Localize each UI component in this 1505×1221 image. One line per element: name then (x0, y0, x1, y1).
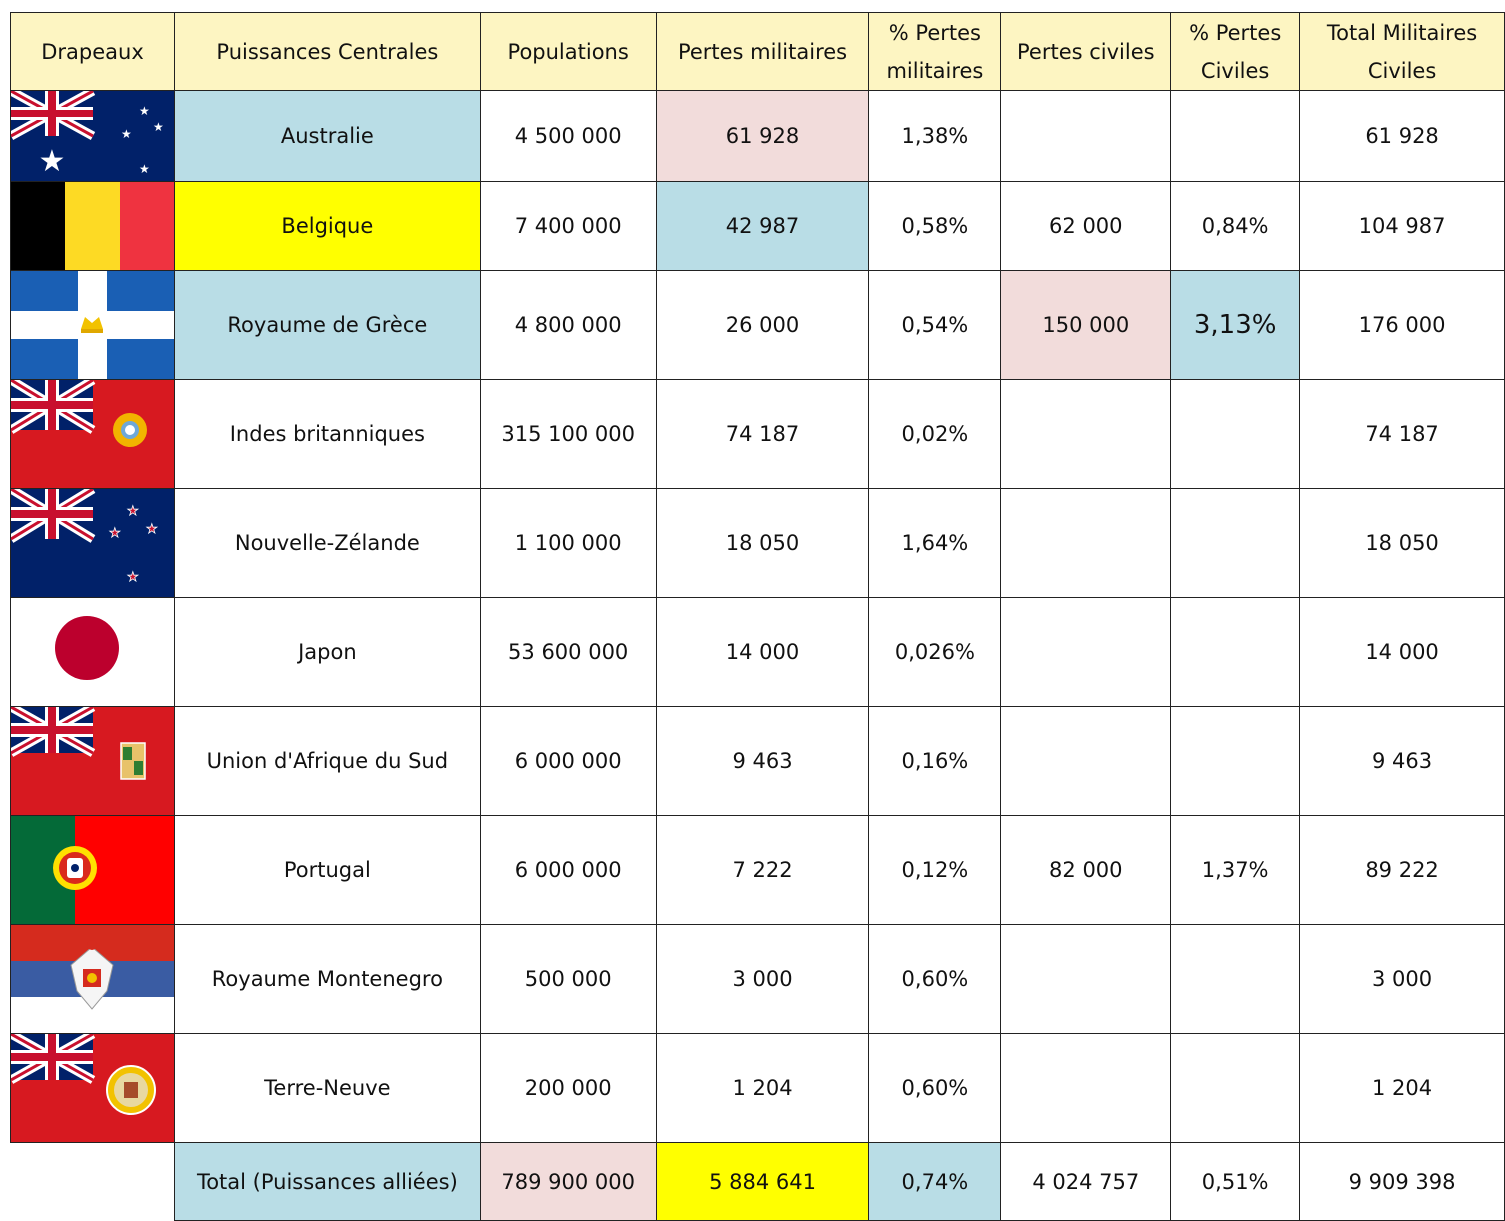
total-cell: 104 987 (1300, 182, 1505, 271)
flag-cell (11, 598, 175, 707)
pmil-cell: 0,16% (869, 707, 1001, 816)
svg-text:★: ★ (139, 162, 150, 176)
pmil-cell: 0,58% (869, 182, 1001, 271)
country-cell: Portugal (175, 816, 481, 925)
pciv-cell (1171, 707, 1300, 816)
mil-cell: 18 050 (656, 489, 869, 598)
mil-cell: 1 204 (656, 1034, 869, 1143)
mil-cell: 42 987 (656, 182, 869, 271)
svg-text:★: ★ (127, 504, 139, 519)
svg-text:★: ★ (153, 120, 164, 134)
pmil-cell: 0,02% (869, 380, 1001, 489)
pciv-cell (1171, 91, 1300, 182)
pmil-cell: 0,026% (869, 598, 1001, 707)
newfoundland-flag-icon (11, 1034, 174, 1142)
total-cell: 74 187 (1300, 380, 1505, 489)
header-pct-pertes-militaires: % Pertes militaires (869, 13, 1001, 91)
population-cell: 4 500 000 (480, 91, 656, 182)
civ-cell (1001, 598, 1171, 707)
svg-text:★: ★ (121, 127, 132, 141)
header-pct-pertes-civiles: % Pertes Civiles (1171, 13, 1300, 91)
total-cell: 9 463 (1300, 707, 1505, 816)
header-drapeaux: Drapeaux (11, 13, 175, 91)
casualties-table (10, 12, 1505, 1221)
table-row (11, 380, 1505, 489)
pmil-cell: 1,64% (869, 489, 1001, 598)
civ-cell (1001, 489, 1171, 598)
pmil-cell: 1,38% (869, 91, 1001, 182)
svg-text:★: ★ (146, 522, 158, 537)
header-puissances: Puissances Centrales (175, 13, 481, 91)
pciv-cell (1171, 489, 1300, 598)
total-pmil: 0,74% (869, 1143, 1001, 1221)
new-zealand-flag-icon (11, 489, 174, 597)
header-pertes-civiles: Pertes civiles (1001, 13, 1171, 91)
total-cell: 14 000 (1300, 598, 1505, 707)
mil-cell: 14 000 (656, 598, 869, 707)
pmil-cell: 0,60% (869, 925, 1001, 1034)
portugal-flag-icon (11, 816, 174, 924)
flag-cell (11, 91, 175, 182)
pmil-cell: 0,60% (869, 1034, 1001, 1143)
montenegro-flag-icon (11, 925, 174, 1033)
flag-cell (11, 1034, 175, 1143)
flag-cell (11, 925, 175, 1034)
country-cell: Royaume de Grèce (175, 271, 481, 380)
population-cell: 7 400 000 (480, 182, 656, 271)
table-row (11, 598, 1505, 707)
country-cell: Royaume Montenegro (175, 925, 481, 1034)
civ-cell (1001, 925, 1171, 1034)
country-cell: Belgique (175, 182, 481, 271)
total-civ: 4 024 757 (1001, 1143, 1171, 1221)
svg-text:★: ★ (127, 570, 139, 585)
belgium-flag-icon (11, 182, 174, 270)
table-row (11, 707, 1505, 816)
total-cell: 176 000 (1300, 271, 1505, 380)
table-row (11, 182, 1505, 271)
header-populations: Populations (480, 13, 656, 91)
pciv-cell: 1,37% (1171, 816, 1300, 925)
total-cell: 3 000 (1300, 925, 1505, 1034)
mil-cell: 26 000 (656, 271, 869, 380)
table-row (11, 91, 1505, 182)
mil-cell: 74 187 (656, 380, 869, 489)
total-total: 9 909 398 (1300, 1143, 1505, 1221)
total-cell: 61 928 (1300, 91, 1505, 182)
population-cell: 53 600 000 (480, 598, 656, 707)
population-cell: 500 000 (480, 925, 656, 1034)
population-cell: 1 100 000 (480, 489, 656, 598)
australia-flag-icon (11, 91, 174, 181)
flag-cell (11, 489, 175, 598)
total-row (11, 1143, 1505, 1221)
population-cell: 200 000 (480, 1034, 656, 1143)
header-pertes-militaires: Pertes militaires (656, 13, 869, 91)
pciv-cell (1171, 925, 1300, 1034)
svg-text:★: ★ (109, 526, 121, 541)
country-cell: Union d'Afrique du Sud (175, 707, 481, 816)
british-india-flag-icon (11, 380, 174, 488)
header-total: Total Militaires Civiles (1300, 13, 1505, 91)
table-row (11, 925, 1505, 1034)
total-pciv: 0,51% (1171, 1143, 1300, 1221)
table-row (11, 1034, 1505, 1143)
header-row (11, 13, 1505, 91)
svg-text:★: ★ (38, 144, 66, 179)
mil-cell: 7 222 (656, 816, 869, 925)
flag-cell (11, 816, 175, 925)
total-label: Total (Puissances alliées) (175, 1143, 481, 1221)
population-cell: 315 100 000 (480, 380, 656, 489)
japan-flag-icon (11, 598, 174, 706)
table-row (11, 271, 1505, 380)
pciv-cell (1171, 380, 1300, 489)
civ-cell: 62 000 (1001, 182, 1171, 271)
civ-cell (1001, 707, 1171, 816)
table-row (11, 816, 1505, 925)
population-cell: 6 000 000 (480, 707, 656, 816)
table-row (11, 489, 1505, 598)
total-cell: 89 222 (1300, 816, 1505, 925)
empty-flag-cell (11, 1143, 175, 1221)
pciv-cell (1171, 598, 1300, 707)
south-africa-flag-icon (11, 707, 174, 815)
pciv-cell (1171, 1034, 1300, 1143)
mil-cell: 9 463 (656, 707, 869, 816)
population-cell: 6 000 000 (480, 816, 656, 925)
flag-cell (11, 707, 175, 816)
svg-text:★: ★ (139, 104, 150, 118)
country-cell: Nouvelle-Zélande (175, 489, 481, 598)
country-cell: Terre-Neuve (175, 1034, 481, 1143)
mil-cell: 3 000 (656, 925, 869, 1034)
civ-cell (1001, 1034, 1171, 1143)
pciv-cell: 3,13% (1171, 271, 1300, 380)
total-cell: 1 204 (1300, 1034, 1505, 1143)
pmil-cell: 0,12% (869, 816, 1001, 925)
country-cell: Japon (175, 598, 481, 707)
civ-cell: 82 000 (1001, 816, 1171, 925)
country-cell: Australie (175, 91, 481, 182)
pciv-cell: 0,84% (1171, 182, 1300, 271)
total-cell: 18 050 (1300, 489, 1505, 598)
country-cell: Indes britanniques (175, 380, 481, 489)
greece-flag-icon (11, 271, 174, 379)
total-population: 789 900 000 (480, 1143, 656, 1221)
civ-cell (1001, 380, 1171, 489)
population-cell: 4 800 000 (480, 271, 656, 380)
civ-cell (1001, 91, 1171, 182)
civ-cell: 150 000 (1001, 271, 1171, 380)
flag-cell (11, 182, 175, 271)
flag-cell (11, 271, 175, 380)
flag-cell (11, 380, 175, 489)
total-mil: 5 884 641 (656, 1143, 869, 1221)
mil-cell: 61 928 (656, 91, 869, 182)
pmil-cell: 0,54% (869, 271, 1001, 380)
